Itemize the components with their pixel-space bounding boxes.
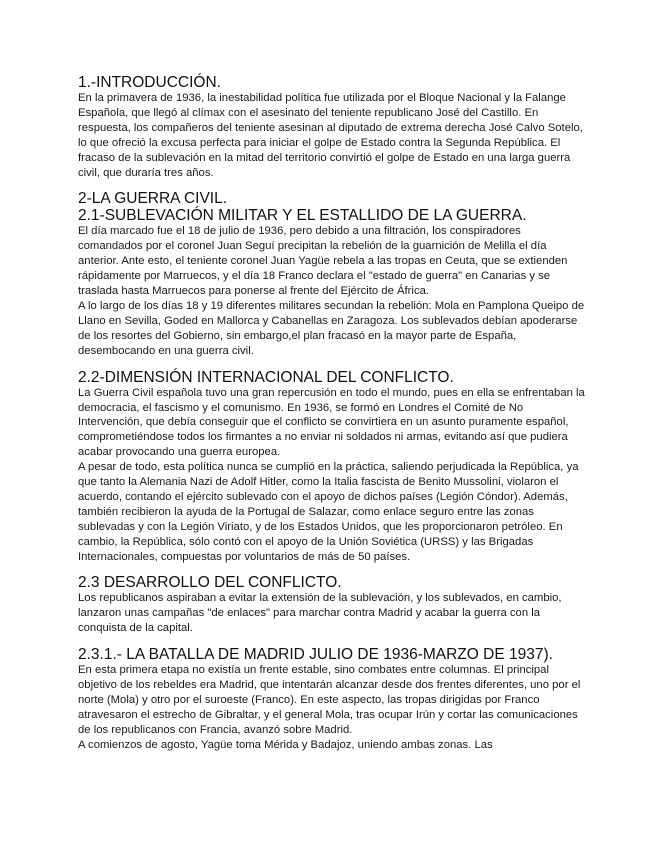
paragraph: A lo largo de los días 18 y 19 diferentes militares secundan la rebelión: Mola en Pamplona Queipo de Llano en Sevilla, Goded en Mallorca y Cabanellas en Zaragoza. Los sublevados debían apoderarse de los resortes del Gobierno, sin embargo,el plan fracasó en la mayor parte de España, desembocando en una guerra civil. bbox=[78, 299, 585, 357]
subsection-heading: 2.3 DESARROLLO DEL CONFLICTO. bbox=[78, 574, 342, 592]
section-batalla-madrid bbox=[78, 646, 585, 752]
section-heading: 1.-INTRODUCCIÓN. bbox=[78, 74, 221, 91]
section-desarrollo-conflicto bbox=[78, 574, 585, 636]
section-guerra-civil bbox=[78, 190, 585, 358]
paragraph: En esta primera etapa no existía un frente estable, sino combates entre columnas. El principal objetivo de los rebeldes era Madrid, que intentarán alcanzar desde dos frentes diferentes, uno por el norte (Mola) y otro por el suroeste (Franco). En este aspecto, las tropas dirigidas por Franco atravesaron el estrecho de Gibraltar, y el general Mola, tras ocupar Irún y cortar las comunicaciones de los republicanos con Francia, avanzó sobre Madrid. bbox=[78, 664, 581, 736]
paragraph: A pesar de todo, esta política nunca se cumplió en la práctica, saliendo perjudicada la República, ya que tanto la Alemania Nazi de Adolf Hitler, como la Italia fascista de Benito Mussolini, violaron el acuerdo, contando el ejército sublevado con el apoyo de dichos países (Legión Cóndor). Además, también recibieron la ayuda de la Portugal de Salazar, como enlace seguro entre las zonas sublevadas y con la Legión Viriato, y de los Estados Unidos, que les proporcionaron petróleo. En cambio, la República, sólo contó con el apoyo de la Unión Soviética (URSS) y las Brigadas Internacionales, compuestas por voluntarios de más de 50 países. bbox=[78, 461, 579, 563]
paragraph: A comienzos de agosto, Yagüe toma Mérida y Badajoz, uniendo ambas zonas. Las bbox=[78, 738, 493, 751]
paragraph: En la primavera de 1936, la inestabilidad política fue utilizada por el Bloque Nacional y la Falange Española, que llegó al clímax con el asesinato del teniente republicano José del Castillo. En respuesta, los compañeros del teniente asesinan al diputado de extrema derecha José Calvo Sotelo, lo que ofreció la excusa perfecta para iniciar el golpe de Estado contra la Segunda República. El fracaso de la sublevación en la mitad del territorio convirtió el golpe de Estado en una larga guerra civil, que duraría tres años. bbox=[78, 92, 583, 179]
section-heading: 2-LA GUERRA CIVIL. bbox=[78, 190, 228, 208]
section-introduccion bbox=[78, 74, 585, 180]
paragraph: El día marcado fue el 18 de julio de 1936, pero debido a una filtración, los conspiradores comandados por el coronel Juan Seguí precipitan la rebelión de la guarnición de Melilla el día anterior. Ante esto, el teniente coronel Juan Yagüe rebela a las tropas en Ceuta, que se extienden rápidamente por Marruecos, y el día 18 Franco declara el "estado de guerra" en Canarias y se traslada hasta Marruecos para ponerse al frente del Ejército de África. bbox=[78, 225, 568, 298]
subsection-heading: 2.2-DIMENSIÓN INTERNACIONAL DEL CONFLICTO. bbox=[78, 368, 454, 386]
subsection-heading: 2.1-SUBLEVACIÓN MILITAR Y EL ESTALLIDO DE LA GUERRA. bbox=[78, 207, 527, 225]
paragraph: La Guerra Civil española tuvo una gran repercusión en todo el mundo, pues en ella se enfrentaban la democracia, el fascismo y el comunismo. En 1936, se formó en Londres el Comité de No Intervención, que debía conseguir que el conflicto se convirtiera en un asunto puramente español, comprometiéndose todos los firmantes a no enviar ni soldados ni armas, evitando así que pudiera acabar provocando una guerra europea. bbox=[78, 386, 585, 459]
subsection-heading: 2.3.1.- LA BATALLA DE MADRID JULIO DE 1936-MARZO DE 1937). bbox=[78, 646, 553, 664]
paragraph: Los republicanos aspiraban a evitar la extensión de la sublevación, y los sublevados, en cambio, lanzaron unas campañas "de enlaces" para marchar contra Madrid y acabar la guerra con la conquista de la capital. bbox=[78, 592, 562, 635]
section-dimension-internacional bbox=[78, 369, 585, 565]
